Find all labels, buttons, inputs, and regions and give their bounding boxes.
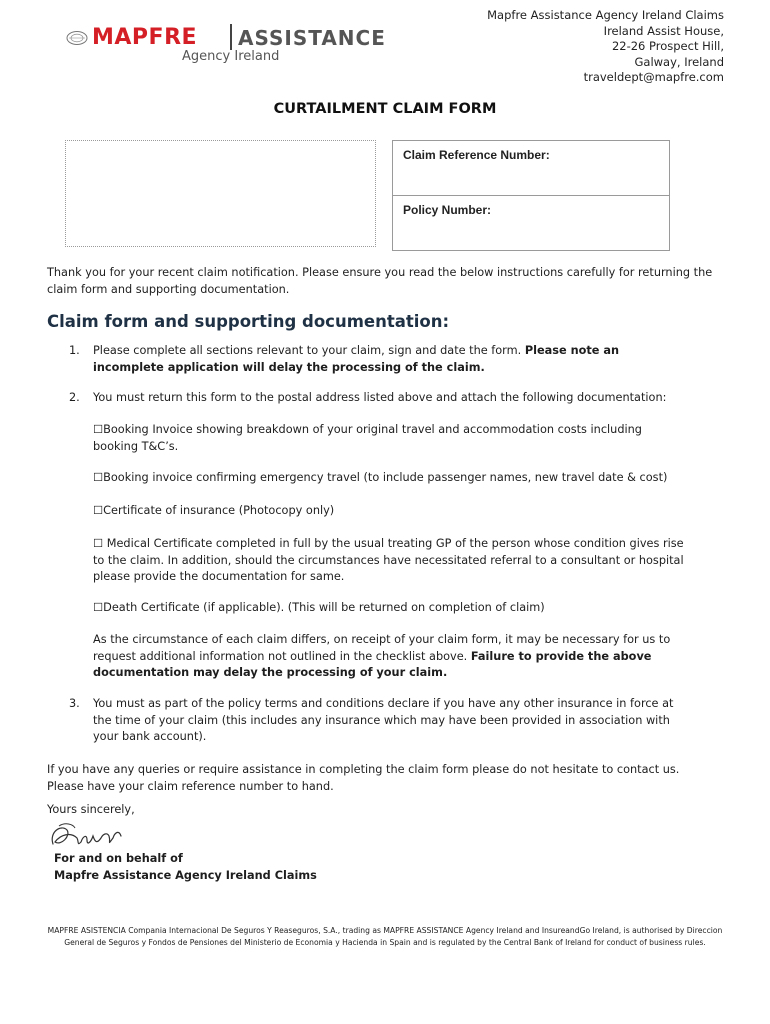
item-1-text [93,343,653,376]
address-line: Ireland Assist House, [603,23,724,38]
checklist-item-death-certificate [93,600,693,617]
behalf-company: Mapfre Assistance Agency Ireland Claims [54,868,317,882]
checkbox-icon[interactable]: ☐ [93,537,104,550]
policy-number-field[interactable] [392,195,670,251]
section-heading: Claim form and supporting documentation: [47,312,450,331]
claim-reference-label: Claim Reference Number: [403,148,550,162]
checklist-label: Certificate of insurance (Photocopy only) [103,504,335,517]
policy-number-label: Policy Number: [403,203,492,217]
checklist-note [93,632,683,682]
logo-division: ASSISTANCE [238,26,386,50]
claim-reference-field[interactable] [392,140,670,196]
item-1-body: Please complete all sections relevant to your claim, sign and date the form. [93,344,525,357]
intro-paragraph: Thank you for your recent claim notification. Please ensure you read the below instructions carefully for returning the claim form and supporting documentation. [47,266,713,296]
checkbox-icon[interactable]: ☐ [93,601,104,614]
checkbox-icon[interactable]: ☐ [93,504,104,517]
checklist-item-certificate-insurance [93,503,693,520]
checkbox-icon[interactable]: ☐ [93,423,104,436]
item-1-warning: Please note an incomplete application will delay the processing of the claim. [93,344,620,374]
item-3-text: You must as part of the policy terms and conditions declare if you have any other insurance in force at the time of your claim (this includes any insurance which may have been provided in association with your bank account). [93,697,674,743]
sign-off: Yours sincerely, [47,803,135,816]
checklist-label: Death Certificate (if applicable). (This will be returned on completion of claim) [103,601,545,614]
form-title: CURTAILMENT CLAIM FORM [273,101,497,117]
signature-image [47,820,127,854]
note-body: As the circumstance of each claim differs, on receipt of your claim form, it may be necessary for us to request additional information not outlined in the checklist above. [93,633,671,663]
legal-footer: MAPFRE ASISTENCIA Compania Internacional De Seguros Y Reaseguros, S.A., trading as MAPFRE ASSISTANCE Agency Ireland and InsureandGo Ireland, is authorised by Direccion General de Seguros y Fondos de Pensiones del Ministerio de Economia y Hacienda in Spain and is regulated by the Central Bank of Ireland for conduct of business rules. [47,926,723,947]
mapfre-emblem-icon [66,30,88,46]
checklist-label: Booking invoice confirming emergency travel (to include passenger names, new travel date & cost) [103,471,668,484]
queries-paragraph: If you have any queries or require assistance in completing the claim form please do not hesitate to contact us. Please have your claim reference number to hand. [47,763,680,793]
checklist-label: Medical Certificate completed in full by the usual treating GP of the person whose condition gives rise to the claim. In addition, should the circumstances have necessitated referral to a consultant or hospital please provide the documentation for same. [93,537,684,583]
mapfre-logo [66,22,406,72]
checklist-label: Booking Invoice showing breakdown of your original travel and accommodation costs including booking T&C’s. [93,423,642,453]
item-number: 3. [69,697,80,710]
address-line: Mapfre Assistance Agency Ireland Claims [487,8,724,22]
logo-subtitle: Agency Ireland [182,49,280,64]
item-number: 2. [69,391,80,404]
address-line: Galway, Ireland [634,54,724,69]
item-2-text: You must return this form to the postal address listed above and attach the following documentation: [93,391,667,404]
checklist-item-emergency-travel [93,470,693,487]
checkbox-icon[interactable]: ☐ [93,471,104,484]
logo-divider [230,24,232,50]
item-number: 1. [69,344,80,357]
address-email[interactable]: traveldept@mapfre.com [583,70,724,84]
checklist-item-medical-certificate [93,536,693,586]
address-box[interactable] [65,140,376,247]
note-warning: Failure to provide the above documentation may delay the processing of your claim. [93,649,652,679]
behalf-line: For and on behalf of [54,852,183,865]
checklist-item-booking-invoice [93,422,668,455]
behalf-block [54,851,317,884]
address-line: 22-26 Prospect Hill, [611,39,724,53]
logo-brand: MAPFRE [92,25,198,50]
company-address [487,8,724,86]
